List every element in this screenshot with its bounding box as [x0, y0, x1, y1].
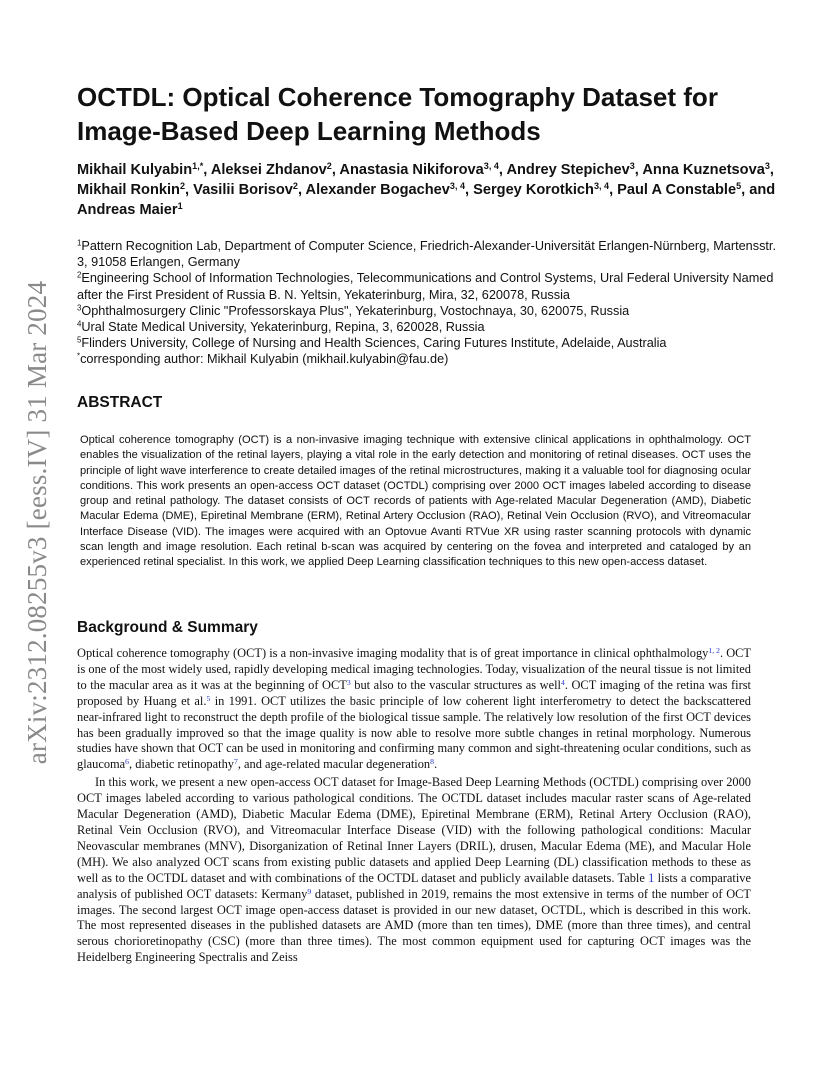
affiliation: [77, 238, 777, 270]
affiliation-text: Ural State Medical University, Yekaterinburg, Repina, 3, 620028, Russia: [81, 320, 485, 335]
citation-link[interactable]: 4: [560, 677, 565, 687]
affiliation-mark: 4: [77, 319, 82, 329]
paragraph-1: [77, 646, 751, 773]
table-reference-link[interactable]: 1: [648, 870, 655, 885]
author: [77, 162, 203, 178]
paper-title: OCTDL: Optical Coherence Tomography Dataset for Image-Based Deep Learning Methods: [77, 82, 718, 146]
author-affiliation-mark: 3, 4: [449, 181, 466, 192]
paragraph-text: but also to the vascular structures as well: [350, 677, 561, 692]
affiliation: [77, 270, 777, 302]
arxiv-id-text: arXiv:2312.08255v3 [eess.IV] 31 Mar 2024: [22, 280, 53, 764]
paragraph-text: in 1991. OCT utilizes the basic principle of low coherent light interferometry to detect the backscattered near-infrared light to reconstruct the depth profile of the biological tissue sample. The relatively low resolution of the first OCT devices has been gradually improved so that the image quality is now able to resolve more subtle changes in retinal morphology. Numerous studies have shown that OCT can be used in monitoring and confirming many common and sight-threatening ocular conditions, such as glaucoma: [77, 693, 751, 772]
affiliation-text: corresponding author: Mikhail Kulyabin (mikhail.kulyabin@fau.de): [80, 352, 449, 367]
paragraph-text: , and age-related macular degeneration: [237, 757, 431, 772]
author-name: Anna Kuznetsova: [642, 162, 765, 178]
author-name: Vasilii Borisov: [193, 182, 293, 198]
citation-link[interactable]: 7: [233, 757, 238, 767]
author: [77, 182, 185, 198]
author: [193, 182, 298, 198]
author-affiliation-mark: 2: [179, 181, 186, 192]
affiliation-text: Ophthalmosurgery Clinic "Professorskaya Plus", Yekaterinburg, Vostochnaya, 30, 620075, Russia: [81, 303, 630, 318]
paragraph-text: . OCT is one of the most widely used, rapidly developing medical imaging technologies. Today, visualization of the neural tissue is not limited to the macular area as it was at the beginning of OCT: [77, 646, 751, 692]
author-affiliation-mark: 1,*: [192, 161, 204, 172]
affiliation: [77, 351, 777, 367]
author-name: Andrey Stepichev: [506, 162, 630, 178]
arxiv-identifier-stamp: [18, 262, 58, 782]
author-name: Paul A Constable: [617, 182, 737, 198]
affiliation: [77, 335, 777, 351]
author: [211, 162, 332, 178]
abstract-heading: ABSTRACT: [77, 394, 163, 411]
author-affiliation-mark: 3: [764, 161, 770, 172]
affiliation-mark: 2: [77, 271, 82, 281]
citation-link[interactable]: 8: [430, 757, 434, 767]
affiliation: [77, 319, 777, 335]
author-list: Mikhail Kulyabin$^{1,*}$, Aleksei Zhdanov$^2$, Anastasia Nikiforova$^{3, 4}$, Andrey Stepichev$^3$, Anna Kuznetsova$^3$, Mikhail Ronkin$^2$, Vasilii Borisov$^2$, Alexander Bogachev$^{3, 4}$, Sergey Korotkich$^{3, 4}$, Paul A Constable$^5$, and Andreas Maier$^1$: [77, 161, 776, 218]
author-name: Sergey Korotkich: [473, 182, 594, 198]
author-affiliation-mark: 2: [292, 181, 298, 192]
affiliation-mark: 1: [77, 238, 82, 248]
citation-link[interactable]: 6: [125, 757, 130, 767]
paragraph-text: . OCT imaging of the retina was first proposed by Huang et al.: [77, 677, 751, 708]
author-affiliation-mark: 3, 4: [483, 161, 499, 172]
abstract-text: Optical coherence tomography (OCT) is a non-invasive imaging technique with extensive clinical applications in ophthalmology. OCT enables the visualization of the retinal layers, playing a vital role in the early detection and monitoring of retinal diseases. OCT uses the principle of light wave interference to create detailed images of the retinal microstructures, making it a valuable tool for diagnosing ocular conditions. This work presents an open-access OCT dataset (OCTDL) comprising over 2000 OCT images labeled according to disease group and retinal pathology. The dataset consists of OCT records of patients with Age-related Macular Degeneration (AMD), Diabetic Macular Edema (DME), Epiretinal Membrane (ERM), Retinal Artery Occlusion (RAO), Retinal Vein Occlusion (RVO), and Vitreomacular Interface Disease (VID). The images were acquired with an Optovue Avanti RTVue XR using raster scanning protocols with dynamic scan length and image resolution. Each retinal b-scan was acquired by centering on the fovea and interpreted and cataloged by an experienced retinal specialist. In this work, we applied Deep Learning classification techniques to this new open-access dataset.: [80, 434, 751, 569]
author-name: Mikhail Ronkin: [77, 182, 180, 198]
author-name: Aleksei Zhdanov: [210, 162, 327, 178]
citation-link[interactable]: 1, 2: [708, 645, 720, 655]
section-heading: Background & Summary: [77, 619, 258, 636]
author-name: Alexander Bogachev: [305, 182, 450, 198]
paragraph-text: lists a comparative analysis of published OCT datasets: Kermany: [77, 870, 751, 901]
affiliation-text: Engineering School of Information Technologies, Telecommunications and Control Systems, Ural Federal University Named after the First President of Russia B. N. Yeltsin, Yekaterinburg, Mira, 32, 620078, Russia: [77, 271, 774, 302]
author: [617, 182, 741, 198]
paragraph-text: In this work, we present a new open-access OCT dataset for Image-Based Deep Learning Methods (OCTDL) comprising over 2000 OCT images labeled according to various pathological conditions. The OCTDL dataset includes macular raster scans of Age-related Macular Degeneration (AMD), Diabetic Macular Edema (DME), Epiretinal Membrane (ERM), Retinal Artery Occlusion (RAO), Retinal Vein Occlusion (RVO), and Vitreomacular Interface Disease (VID) with the following pathological conditions: Macular Neovascular membranes (MNV), Disorganization of Retinal Inner Layers (DRIL), drusen, Macular Edema (ME), and Macular Hole (MH). We also analyzed OCT scans from existing public datasets and applied Deep Learning (DL) classification methods to these as well as to the OCTDL dataset and with combinations of the OCTDL dataset and publicly available datasets. Table: [77, 775, 751, 885]
affiliation-text: Flinders University, College of Nursing and Health Sciences, Caring Futures Institute, Adelaide, Australia: [81, 336, 667, 351]
paragraph-text: dataset, published in 2019, remains the most extensive in terms of the number of OCT images. The second largest OCT image open-access dataset is provided in our new dataset, OCTDL, which is described in this work. The most represented diseases in the published datasets are AMD (more than ten times), DME (more than three times), and central serous chorioretinopathy (CSC) (more than three times). The most common equipment used for capturing OCT images was the Heidelberg Engineering Spectralis and Zeiss: [77, 886, 751, 965]
paragraph-text: Optical coherence tomography (OCT) is a non-invasive imaging modality that is of great importance in clinical ophthalmology: [77, 646, 709, 660]
affiliation-list: [77, 238, 777, 368]
citation-link[interactable]: 5: [206, 693, 211, 703]
citation-link[interactable]: 9: [307, 886, 312, 896]
affiliation: [77, 303, 777, 319]
author-name: Anastasia Nikiforova: [339, 162, 484, 178]
author: [642, 162, 770, 178]
citation-link[interactable]: 3: [346, 677, 351, 687]
body-text: [77, 646, 751, 966]
affiliation-mark: 3: [77, 303, 82, 313]
author-name: Mikhail Kulyabin: [77, 162, 193, 178]
paragraph-2: [77, 775, 751, 966]
author: [506, 162, 634, 178]
paragraph-text: .: [433, 757, 438, 772]
author-name: Andreas Maier: [77, 202, 178, 218]
author: [473, 182, 609, 198]
affiliation-text: Pattern Recognition Lab, Department of Computer Science, Friedrich-Alexander-Universität Erlangen-Nürnberg, Martensstr. 3, 91058 Erlangen, Germany: [77, 239, 776, 270]
author: [77, 202, 183, 218]
author-affiliation-mark: 2: [326, 161, 332, 172]
author-affiliation-mark: 3: [629, 161, 635, 172]
author-affiliation-mark: 3, 4: [593, 181, 610, 192]
affiliation-mark: 5: [77, 335, 82, 345]
author: [339, 162, 498, 178]
author-affiliation-mark: 5: [736, 181, 742, 192]
author-affiliation-mark: 1: [177, 201, 183, 212]
paragraph-text: , diabetic retinopathy: [129, 757, 234, 772]
author: [306, 182, 465, 198]
affiliation-mark: *: [77, 352, 81, 362]
